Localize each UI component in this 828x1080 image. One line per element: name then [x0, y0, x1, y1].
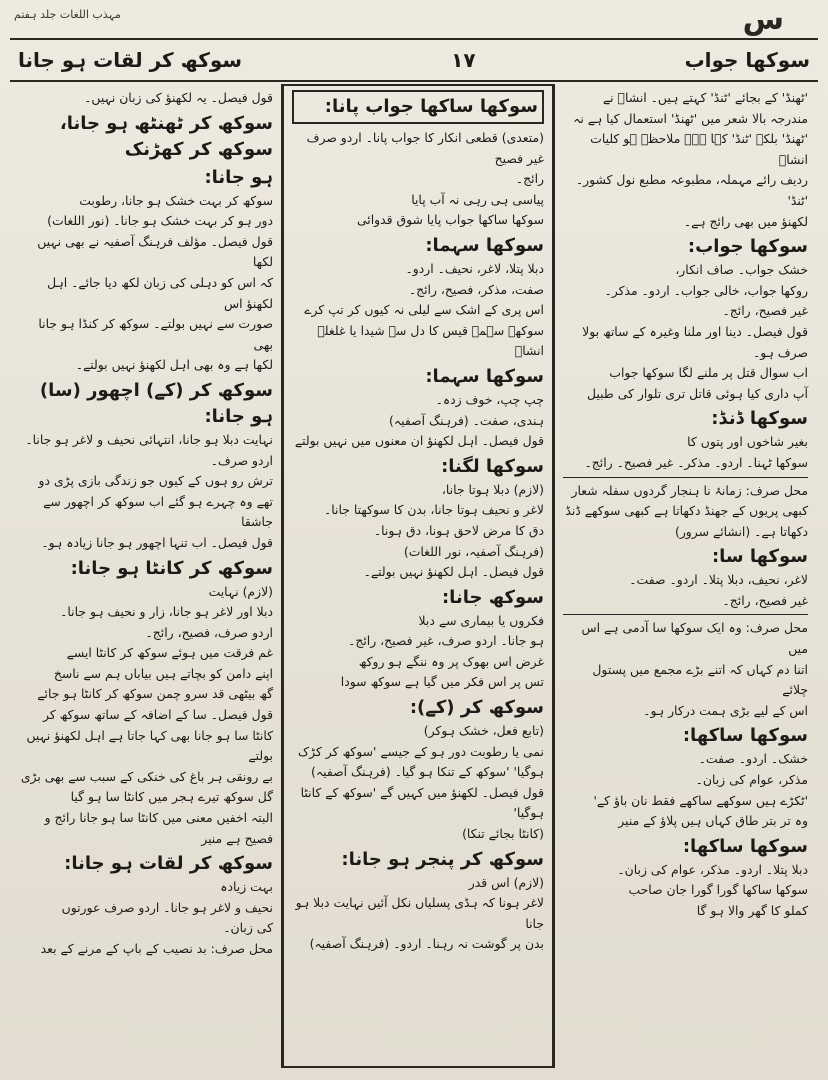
text-line: گھ بیٹھی قد سرو چمن سوکھ کر کانٹا ہو جائے: [37, 686, 273, 702]
text-line: نمی یا رطوبت دور ہو کے جیسے 'سوکھ کر کڑک: [298, 743, 544, 759]
text-line: (لازم) دبلا ہوتا جانا،: [441, 481, 544, 497]
page-header: [10, 38, 818, 82]
text-line: کملو کا گھر والا ہو گا: [696, 903, 808, 918]
text-line: مذکر، عوام کی زبان۔: [695, 772, 808, 788]
text-line: اب سوال قتل پر ملنے لگا سوکھا جواب: [609, 365, 808, 381]
text-line: قول فیصل۔ مؤلف فرہنگ آصفیہ نے بھی نہیں لکھا: [37, 233, 273, 270]
text-line: کہ اس کو دہلی کی زبان لکھ دیا جائے۔ اہل لکھنؤ اس: [47, 274, 273, 311]
text-line: مندرجہ بالا شعر میں 'ٹھنڈ' استعمال کیا ہے نہ: [573, 110, 808, 126]
text-line: بغیر شاخوں اور پتوں کا: [687, 434, 808, 450]
entry-headword: سوکھ کر (کے) اچھور (سا) ہو جانا:: [39, 379, 273, 427]
text-line: بدن پر گوشت نہ رہنا۔ اردو۔ (فرہنگ آصفیہ): [309, 936, 544, 952]
header-left-title: سوکھ کر لقات ہو جانا: [18, 48, 243, 72]
header-right-title: سوکھا جواب: [684, 48, 810, 72]
entry-headword: سوکھا ڈنڈ:: [711, 408, 808, 430]
text-line: بہت زیادہ: [220, 879, 273, 895]
text-line: بے رونقی ہر باغ کی خنکی کے سبب سے بھی بڑی: [20, 768, 273, 784]
text-line: غم فرقت میں ہوئے سوکھ کر کانٹا ایسے: [66, 645, 273, 661]
text-line: قول فیصل۔ سا کے اضافہ کے ساتھ سوکھ کر: [43, 707, 273, 723]
text-line: دور ہو کر بہت خشک ہو جانا۔ (نور اللغات): [47, 213, 273, 229]
entry-headword: سوکھ کر پنجر ہو جانا:: [341, 848, 544, 870]
text-line: اس کے لیے بڑی ہمت درکار ہو۔: [643, 702, 808, 718]
text-line: قول فیصل۔ لکھنؤ میں کہیں گے 'سوکھ کے کانٹا ہوگیا': [300, 784, 544, 821]
text-line: نہایت دبلا ہو جانا، انتہائی نحیف و لاغر ہو جانا۔: [25, 431, 273, 447]
entry-headword: سوکھا ساکھا جواب پانا:: [292, 90, 544, 124]
volume-note: مہذب اللغات جلد ہفتم: [14, 8, 121, 21]
text-line: تھے وہ چہرے ہو گئے اب سوکھ کر اچھور سے جاشقا: [43, 493, 273, 530]
text-line: فکروں یا بیماری سے دبلا: [418, 612, 544, 628]
text-line: ردیف رائے مہملہ، مطبوعہ مطبع نول کشور۔ 'ٹنڈ': [575, 172, 808, 208]
text-line: قول فیصل۔ یہ لکھنؤ کی زبان نہیں۔: [84, 90, 273, 105]
section-letter: س: [742, 2, 784, 37]
text-line: کبھی پریوں کے جھنڈ دکھاتا ہے کبھی سوکھے ڈنڈ: [565, 503, 808, 519]
text-line: ہندی، صفت۔ (فرہنگ آصفیہ): [389, 412, 544, 428]
text-line: کی زبان۔: [223, 920, 273, 936]
text-line: لاغر، نحیف، دبلا پتلا۔ اردو۔ صفت۔: [629, 572, 808, 588]
text-line: (کانٹا بجائے تنکا): [462, 826, 544, 842]
divider: [563, 477, 808, 478]
text-line: 'ٹھنڈ' بلکہ 'ٹنڈ' کہا ہے۔ ملاحظہ ہو کلیات انشاؔ: [590, 131, 808, 167]
text-line: تس پر اس فکر میں گیا ہے سوکھ سودا: [340, 674, 544, 690]
text-line: لاغر و نحیف ہوتا جانا، بدن کا سوکھتا جانا۔: [324, 502, 544, 518]
text-line: دبلا پتلا، لاغر، نحیف۔ اردو۔: [405, 260, 544, 276]
text-line: قول فیصل۔ دینا اور ملنا وغیرہ کے ساتھ بولا: [582, 323, 808, 339]
entry-headword: سوکھ کر کانٹا ہو جانا:: [70, 557, 273, 579]
text-line: البتہ اخفیں معنی میں کانٹا سا ہو جانا رائج و فصیح ہے منیر: [44, 810, 273, 846]
page-number: ۱۷: [451, 48, 476, 72]
text-line: (فرہنگ آصفیہ، نور اللغات): [403, 543, 544, 559]
text-line: پیاسی ہی رہی نہ آب پایا: [411, 191, 544, 207]
text-line: چپ چپ، خوف زدہ۔: [435, 391, 544, 407]
text-line: (لازم) اس قدر: [468, 874, 544, 890]
text-line: محل صرف: وہ ایک سوکھا سا آدمی ہے اس میں: [581, 620, 808, 657]
text-line: سوکھا ٹہنا۔ اردو۔ مذکر۔ غیر فصیح۔ رائج۔: [584, 454, 808, 470]
text-line: اتنا دم کہاں کہ اتنے بڑے مجمع میں پستول چلائے: [592, 661, 808, 698]
text-line: صورت سے نہیں بولتے۔ سوکھ کر کنڈا ہو جانا بھی: [38, 316, 273, 352]
entry-headword: سوکھا ساکھا:: [682, 835, 808, 857]
text-line: محل صرف: زمانۂ نا ہنجار گردوں سفلہ شعار: [571, 482, 808, 498]
text-line: محل صرف: بد نصیب کے باپ کے مرنے کے بعد: [40, 941, 273, 956]
entry-headword: سوکھا ساکھا:: [682, 725, 808, 747]
text-line: 'ٹھنڈ' کے بجائے 'ٹنڈ' کہتے ہیں۔ انشاؔ نے: [602, 90, 808, 105]
entry-headword: ہو جانا:: [204, 166, 273, 188]
entry-headword: سوکھ جانا:: [441, 586, 544, 608]
text-line: قول فیصل۔ اہل لکھنؤ ان معنوں میں نہیں بولتے: [294, 433, 544, 449]
text-line: خشک۔ اردو۔ صفت۔: [698, 751, 808, 767]
text-line: اردو صرف۔: [210, 452, 273, 468]
text-line: سوکھا ساکھا جواب پایا شوق قدوائی: [356, 212, 544, 228]
text-line: اپنے دامن کو بچاتے ہیں بیاباں ہم سے ناسخ: [53, 665, 273, 681]
text-line: ہو جانا۔ اردو صرف، غیر فصیح، رائج۔: [348, 633, 544, 649]
text-line: غیر فصیح، رائج۔: [722, 592, 808, 608]
text-line: قول فیصل۔ اہل لکھنؤ نہیں بولتے۔: [363, 564, 544, 580]
text-line: (لازم) نہایت: [208, 583, 273, 599]
text-line: دبلا اور لاغر ہو جانا، زار و نحیف ہو جانا۔: [60, 604, 273, 620]
text-line: قول فیصل۔ اب تنہا اچھور ہو جانا زیادہ ہو۔: [41, 534, 273, 550]
text-line: سوکھے سہمے قیس کا دل سے شیدا یا غلغلہ انشاؔ: [317, 322, 544, 359]
text-line: (تابع فعل، خشک ہوکر): [423, 723, 544, 739]
entry-headword: سوکھ کر (کے):: [409, 697, 544, 719]
column-right: [554, 84, 816, 1068]
text-line: کانٹا سا ہو جانا بھی کہا جاتا ہے اہل لکھنؤ نہیں بولتے: [26, 727, 273, 764]
text-line: دکھاتا ہے۔ (انشائے سرور): [674, 523, 808, 539]
text-line: آپ داری کیا ہوئی قاتل تری تلوار کی طبیل: [587, 385, 808, 401]
text-line: رائج۔: [515, 171, 544, 187]
text-line: دبلا پتلا۔ اردو۔ مذکر، عوام کی زبان۔: [617, 861, 808, 877]
text-line: اردو صرف، فصیح، رائج۔: [145, 624, 273, 640]
text-line: دق کا مرض لاحق ہونا، دق ہونا۔: [373, 522, 544, 538]
text-line: وہ تر بتر طاق کہاں ہیں پلاؤ کے منیر: [618, 813, 808, 829]
text-line: ترش رو ہوں کے کیوں جو زندگی بازی پڑی دو: [38, 473, 273, 489]
entry-headword: سوکھ کر ٹھنٹھ ہو جانا، سوکھ کر کھڑنک: [59, 112, 273, 160]
entry-headword: سوکھا لگنا:: [441, 455, 544, 477]
text-line: 'ٹکڑے ہیں سوکھے ساکھے فقط نان باؤ کے': [593, 792, 808, 808]
entry-headword: سوکھا سہما:: [425, 365, 544, 387]
text-line: روکھا جواب، خالی جواب۔ اردو۔ مذکر۔: [604, 282, 808, 298]
text-line: غیر فصیح، رائج۔: [722, 303, 808, 319]
text-line: (متعدی) قطعی انکار کا جواب پانا۔ اردو صرف غیر فصیح: [306, 130, 544, 166]
text-line: سوکھا ساکھا گورا گورا جان صاحب: [628, 882, 808, 898]
entry-headword: سوکھا سہما:: [425, 234, 544, 256]
text-line: لاغر ہونا کہ ہڈی پسلیاں نکل آئیں نہایت دبلا ہو جانا: [295, 895, 544, 931]
divider: [563, 614, 808, 615]
column-left: [12, 84, 282, 1068]
text-line: لکھنؤ میں بھی رائج ہے۔: [683, 213, 808, 229]
entry-headword: سوکھا جواب:: [687, 236, 808, 258]
column-middle: [282, 84, 554, 1068]
text-line: غرض اس بھوک پر وہ ننگے ہو روکھ: [358, 653, 544, 669]
text-line: ہوگیا' 'سوکھ کے تنکا ہو گیا۔ (فرہنگ آصفیہ): [310, 764, 544, 780]
text-line: خشک جواب۔ صاف انکار،: [675, 262, 808, 278]
text-line: صرف ہو۔: [752, 344, 808, 360]
text-line: اس پری کے اشک سے لیلی نہ کیوں کر تپ کرے: [304, 302, 544, 318]
text-line: صفت، مذکر، فصیح، رائج۔: [408, 281, 544, 297]
text-line: سوکھ کر بہت خشک ہو جانا، رطوبت: [79, 192, 273, 208]
text-columns: [12, 84, 816, 1068]
entry-headword: سوکھ کر لقات ہو جانا:: [64, 853, 273, 875]
text-line: گل سوکھ تیرے ہجر میں کانٹا سا ہو گیا: [70, 789, 273, 805]
entry-headword: سوکھا سا:: [711, 546, 808, 568]
text-line: نحیف و لاغر ہو جانا۔ اردو صرف عورتوں: [61, 899, 273, 915]
text-line: لکھا ہے وہ بھی اہل لکھنؤ نہیں بولتے۔: [75, 357, 273, 373]
